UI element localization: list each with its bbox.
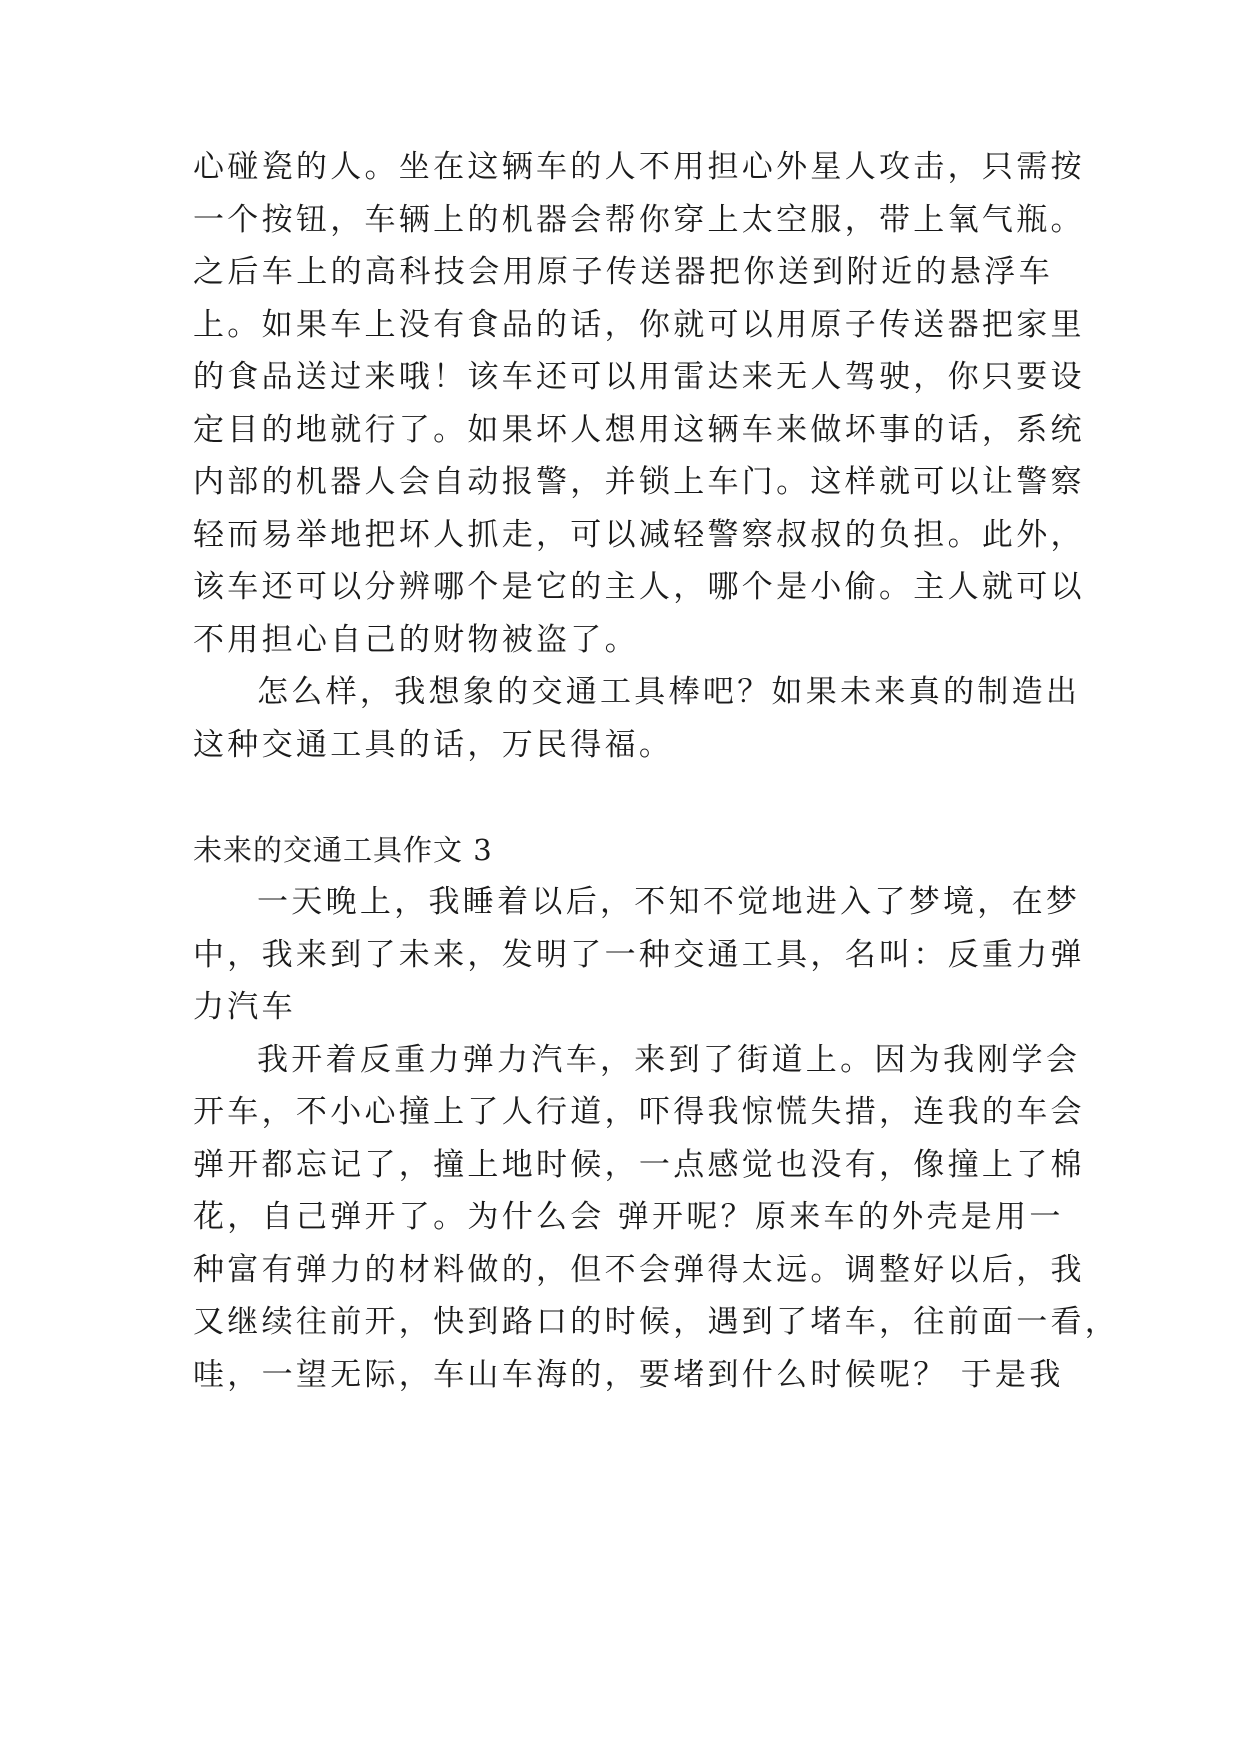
text-line: 花，自己弹开了。为什么会 弹开呢？原来车的外壳是用一: [193, 1199, 1064, 1235]
text-line: 不用担心自己的财物被盗了。: [193, 622, 639, 658]
text-line: 中，我来到了未来，发明了一种交通工具，名叫：反重力弹: [193, 937, 1085, 973]
text-line: 之后车上的高科技会用原子传送器把你送到附近的悬浮车: [193, 254, 1053, 290]
text-line: 又继续往前开，快到路口的时候，遇到了堵车，往前面一看，: [193, 1304, 1120, 1340]
text-line: 弹开都忘记了，撞上地时候，一点感觉也没有，像撞上了棉: [193, 1147, 1085, 1183]
text-line: 定目的地就行了。如果坏人想用这辆车来做坏事的话，系统: [193, 412, 1085, 448]
text-line: 一个按钮，车辆上的机器会帮你穿上太空服，带上氧气瓶。: [193, 202, 1085, 238]
text-line: 这种交通工具的话，万民得福。: [193, 727, 674, 763]
text-line: 一天晚上，我睡着以后，不知不觉地进入了梦境，在梦: [257, 884, 1081, 920]
text-line: 种富有弹力的材料做的，但不会弹得太远。调整好以后，我: [193, 1252, 1085, 1288]
text-line: 哇，一望无际，车山车海的，要堵到什么时候呢？ 于是我: [193, 1357, 1064, 1393]
text-line: 该车还可以分辨哪个是它的主人，哪个是小偷。主人就可以: [193, 569, 1085, 605]
text-line: 我开着反重力弹力汽车，来到了街道上。因为我刚学会: [257, 1042, 1081, 1078]
text-line: 内部的机器人会自动报警，并锁上车门。这样就可以让警察: [193, 464, 1085, 500]
text-line: 上。如果车上没有食品的话，你就可以用原子传送器把家里: [193, 307, 1085, 343]
text-line: 怎么样，我想象的交通工具棒吧？如果未来真的制造出: [257, 674, 1081, 710]
text-line: 的食品送过来哦！该车还可以用雷达来无人驾驶，你只要设: [193, 359, 1085, 395]
text-line: 开车，不小心撞上了人行道，吓得我惊慌失措，连我的车会: [193, 1094, 1085, 1130]
text-line: 力汽车: [193, 989, 296, 1025]
text-line: 轻而易举地把坏人抓走，可以减轻警察叔叔的负担。此外，: [193, 517, 1085, 553]
section-title: 未来的交通工具作文 3: [193, 833, 493, 867]
text-line: 心碰瓷的人。坐在这辆车的人不用担心外星人攻击，只需按: [193, 149, 1085, 185]
